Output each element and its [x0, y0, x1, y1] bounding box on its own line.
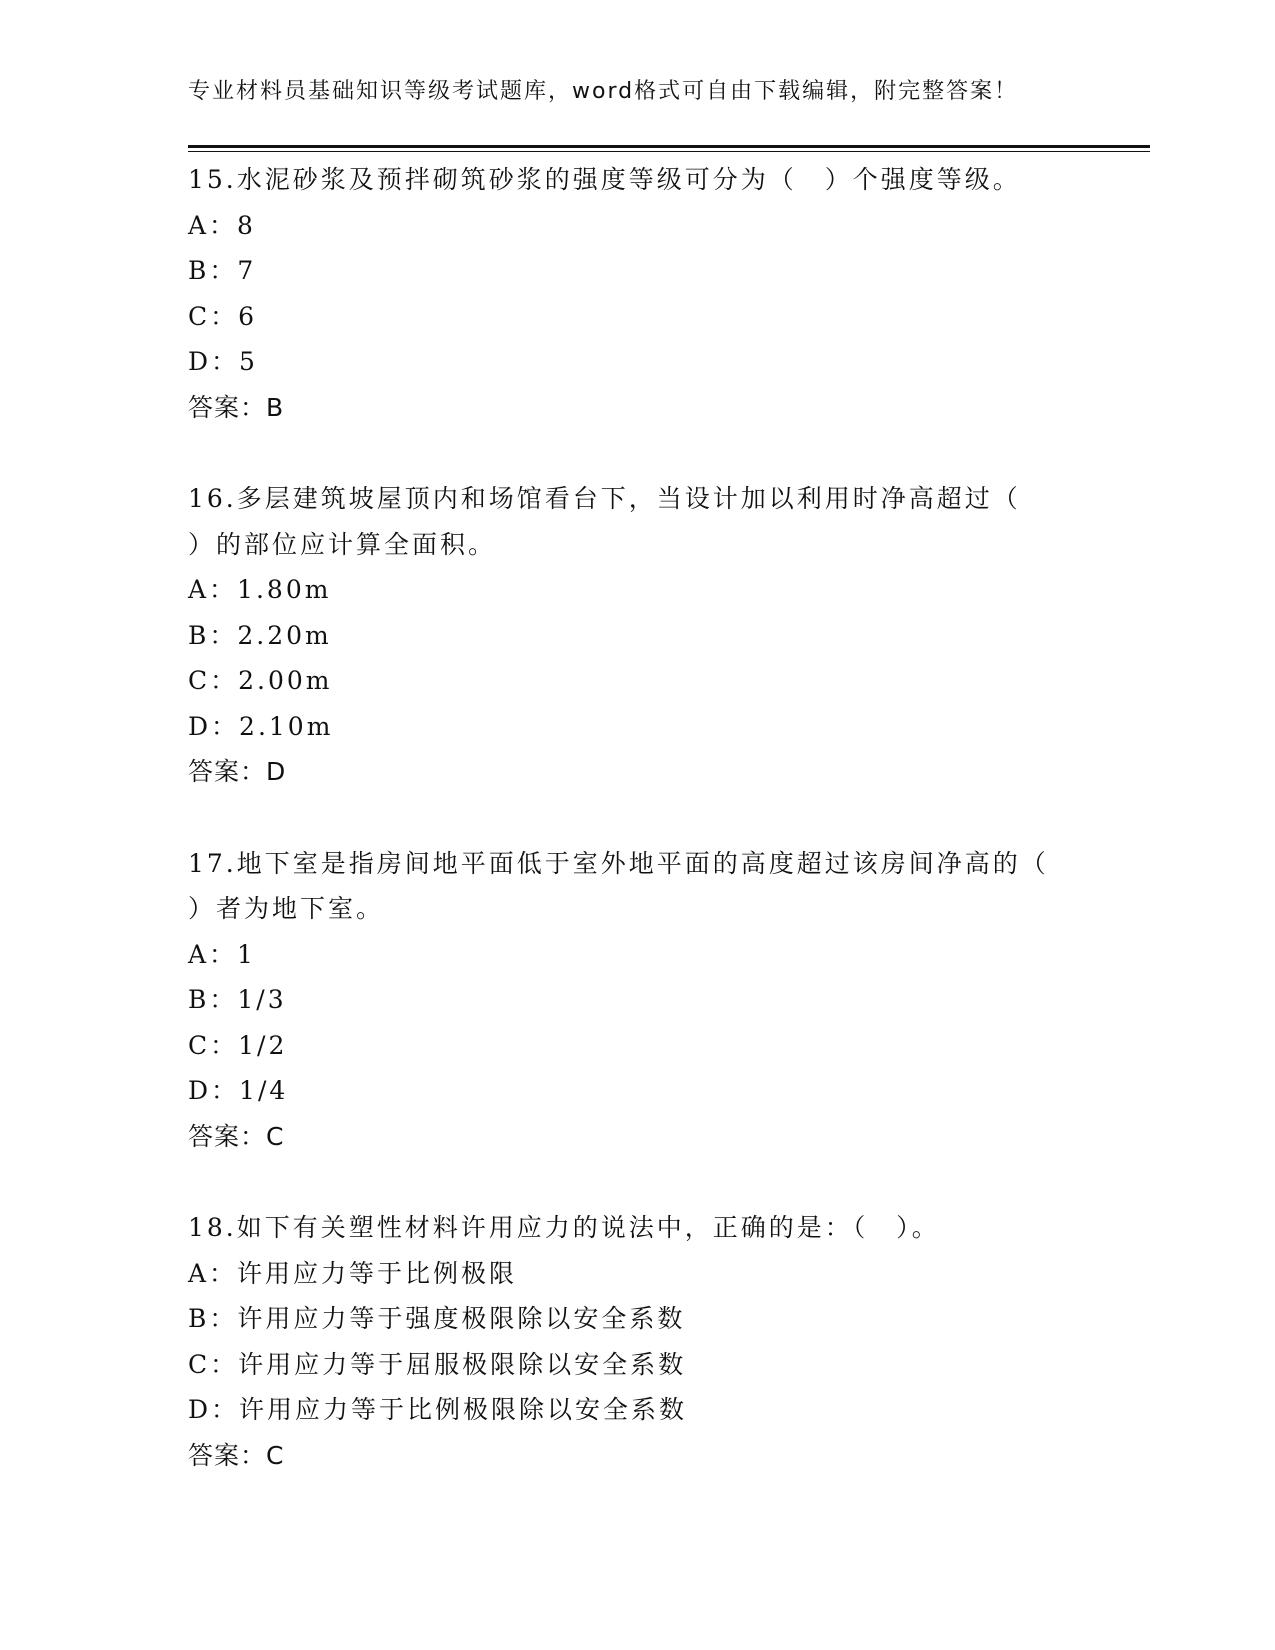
option-c: C：2.00m [188, 666, 333, 695]
header-rule-thin [188, 151, 1150, 152]
question-stem-continued: ）的部位应计算全面积。 [188, 529, 497, 559]
question-stem: 15.水泥砂浆及预拌砌筑砂浆的强度等级可分为（ ）个强度等级。 [188, 165, 1021, 194]
answer-label: 答案：D [188, 757, 287, 786]
option-b: B：7 [188, 256, 257, 285]
option-c: C：6 [188, 301, 258, 331]
header-rule-thick [188, 145, 1150, 148]
question-stem: 17.地下室是指房间地平面低于室外地平面的高度超过该房间净高的（ [188, 848, 1049, 878]
question-stem: 18.如下有关塑性材料许用应力的说法中，正确的是：（ ）。 [188, 1213, 940, 1242]
option-b: B：许用应力等于强度极限除以安全系数 [188, 1304, 686, 1333]
option-a: A：8 [188, 210, 256, 240]
option-a: A：1 [188, 939, 256, 969]
page-header: 专业材料员基础知识等级考试题库，word格式可自由下载编辑，附完整答案！ [188, 79, 1019, 104]
option-d: D：1/4 [188, 1076, 289, 1105]
option-b: B：2.20m [188, 620, 332, 650]
question-15 [188, 157, 1088, 430]
option-c: C：许用应力等于屈服极限除以安全系数 [188, 1349, 687, 1379]
option-a: A：许用应力等于比例极限 [188, 1258, 518, 1288]
option-d: D：2.10m [188, 711, 334, 741]
option-d: D：许用应力等于比例极限除以安全系数 [188, 1395, 688, 1424]
option-c: C：1/2 [188, 1030, 288, 1060]
answer-label: 答案：B [188, 392, 285, 422]
answer-label: 答案：C [188, 1121, 285, 1151]
question-list [188, 157, 1088, 1524]
question-stem-continued: ）者为地下室。 [188, 894, 385, 923]
option-a: A：1.80m [188, 575, 332, 604]
answer-label: 答案：C [188, 1440, 285, 1470]
question-18 [188, 1205, 1088, 1478]
option-b: B：1/3 [188, 985, 287, 1014]
question-16 [188, 476, 1088, 795]
question-17 [188, 841, 1088, 1160]
question-stem: 16.多层建筑坡屋顶内和场馆看台下，当设计加以利用时净高超过（ [188, 484, 1021, 513]
option-d: D：5 [188, 347, 258, 376]
